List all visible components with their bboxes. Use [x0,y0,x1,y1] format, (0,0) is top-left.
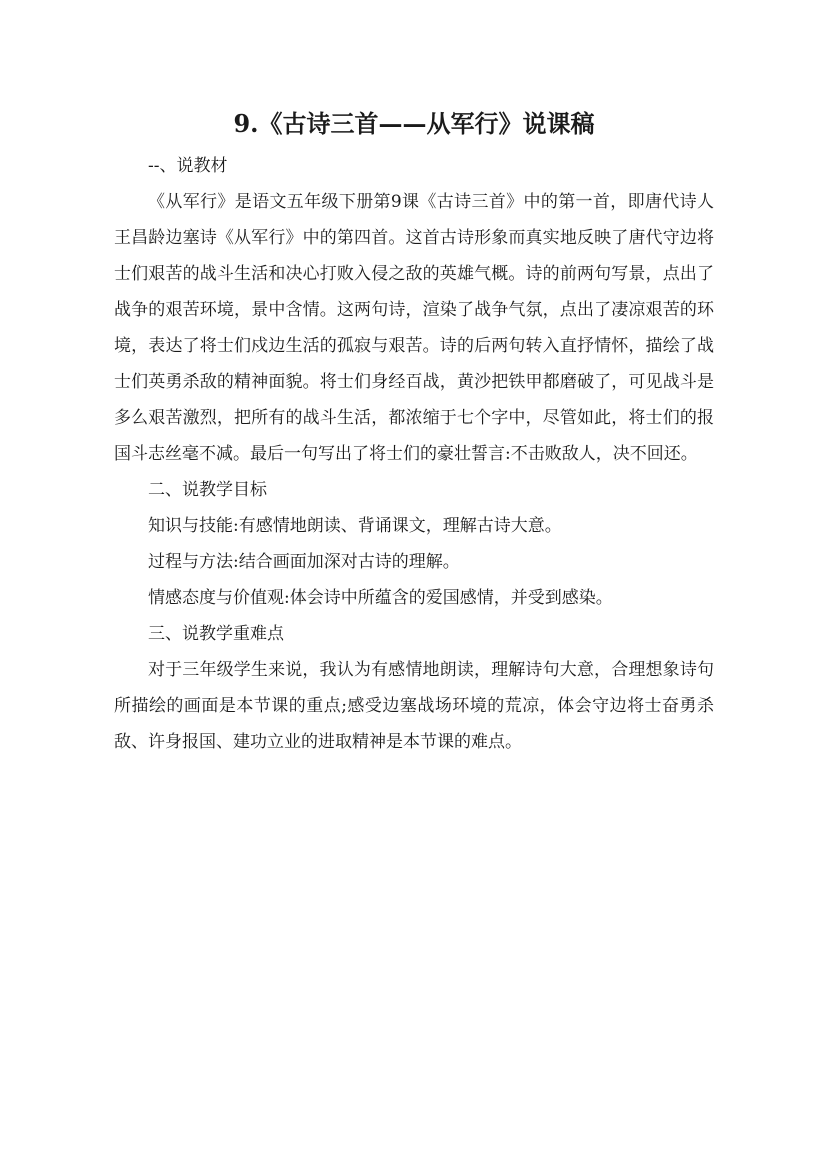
page-title: 9.《古诗三首——从军行》说课稿 [233,109,595,138]
paragraph-key-points: 对于三年级学生来说，我认为有感情地朗读，理解诗句大意，合理想象诗句所描绘的画面是本节课的重点;感受边塞战场环境的荒凉，体会守边将士奋勇杀敌、许身报国、建功立业的进取精神是本节课的难点。 [114,660,714,752]
paragraph-goal-process: 过程与方法:结合画面加深对古诗的理解。 [148,552,460,572]
section-heading-teaching-goals: 二、说教学目标 [148,480,267,500]
paragraph-goal-knowledge: 知识与技能:有感情地朗读、背诵课文，理解古诗大意。 [148,516,562,536]
section-heading-key-points: 三、说教学重难点 [148,624,284,644]
section-heading-teaching-material: --、说教材 [148,156,228,176]
paragraph-goal-emotion: 情感态度与价值观:体会诗中所蕴含的爱国感情，并受到感染。 [148,588,613,608]
document-body [114,148,714,760]
paragraph-material-description: 《从军行》是语文五年级下册第9课《古诗三首》中的第一首，即唐代诗人王昌龄边塞诗《从军行》中的第四首。这首古诗形象而真实地反映了唐代守边将士们艰苦的战斗生活和决心打败入侵之敌的英雄气概。诗的前两句写景，点出了战争的艰苦环境，景中含情。这两句诗，渲染了战争气氛，点出了凄凉艰苦的环境，表达了将士们戍边生活的孤寂与艰苦。诗的后两句转入直抒情怀，描绘了战士们英勇杀敌的精神面貌。将士们身经百战，黄沙把铁甲都磨破了，可见战斗是多么艰苦激烈，把所有的战斗生活，都浓缩于七个字中，尽管如此，将士们的报国斗志丝毫不减。最后一句写出了将士们的豪壮誓言:不击败敌人，决不回还。 [114,192,714,464]
